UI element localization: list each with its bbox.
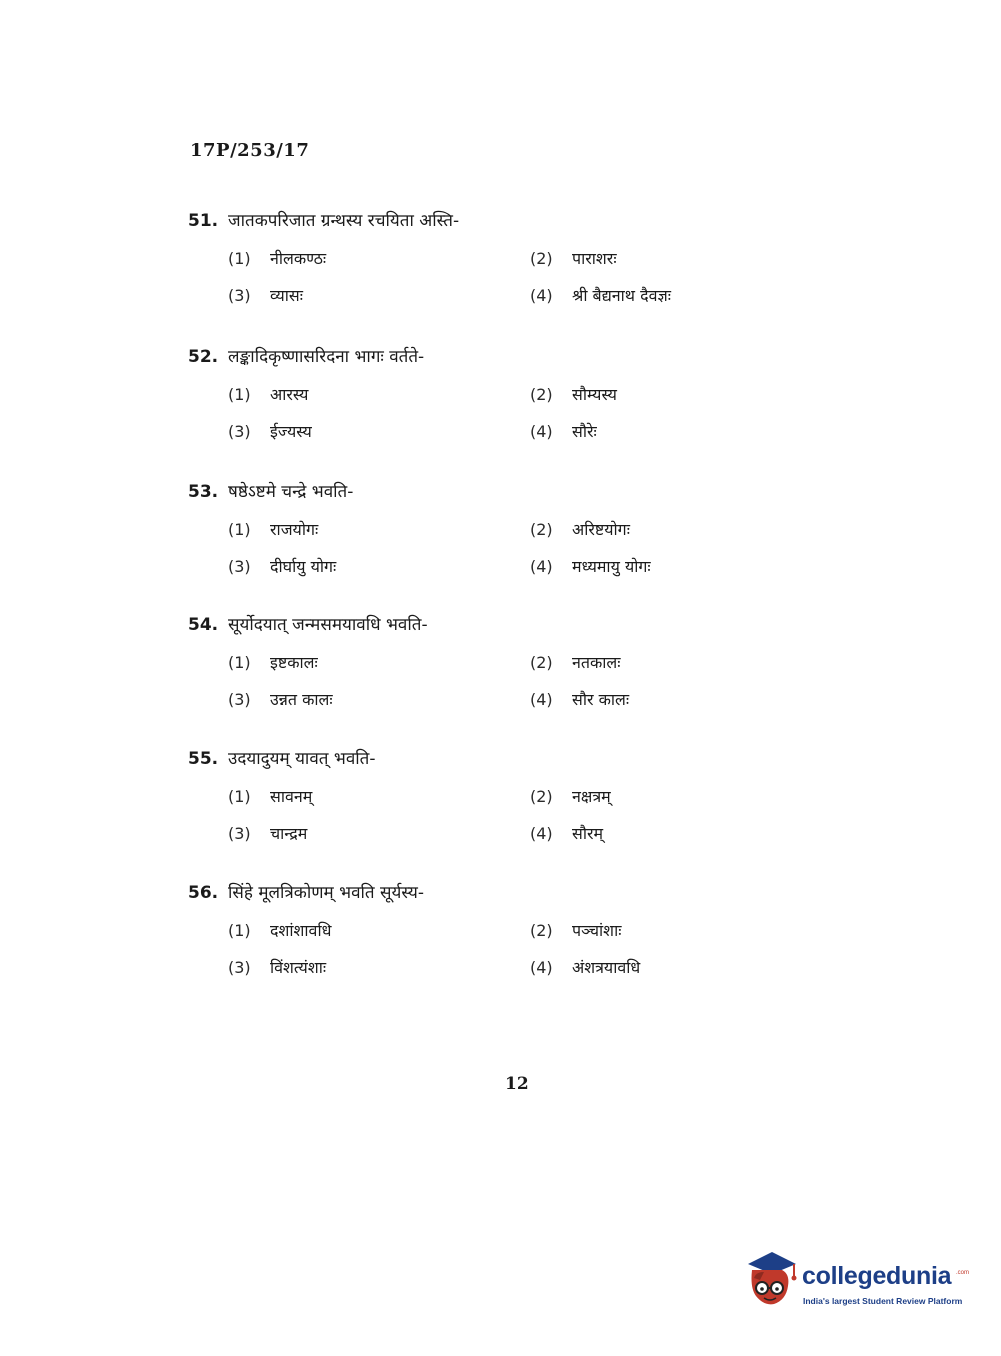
options-list xyxy=(188,651,748,731)
option-4 xyxy=(530,555,651,577)
option-text: सौरम् xyxy=(572,824,604,843)
page-number: 12 xyxy=(505,1074,529,1094)
mascot-icon xyxy=(742,1248,798,1314)
option-label: (3) xyxy=(228,422,251,441)
option-label: (1) xyxy=(228,520,251,539)
option-text: सावनम् xyxy=(270,787,313,806)
question-text: सिंहे मूलत्रिकोणम् भवति सूर्यस्य- xyxy=(228,883,424,903)
option-label: (2) xyxy=(530,787,553,806)
option-text: व्यासः xyxy=(270,286,303,305)
option-label: (4) xyxy=(530,557,553,576)
question-text: षष्ठेऽष्टमे चन्द्रे भवति- xyxy=(228,482,354,502)
option-label: (4) xyxy=(530,286,553,305)
logo-tagline: India's largest Student Review Platform xyxy=(803,1296,963,1306)
question-number: 55. xyxy=(188,749,219,769)
option-text: इष्टकालः xyxy=(270,653,318,672)
option-3 xyxy=(228,688,333,710)
options-list xyxy=(188,518,748,598)
option-text: पाराशरः xyxy=(572,249,617,268)
option-3 xyxy=(228,956,326,978)
options-list xyxy=(188,785,748,865)
question-text: उदयादुयम् यावत् भवति- xyxy=(228,749,376,769)
option-3 xyxy=(228,420,312,442)
option-label: (3) xyxy=(228,690,251,709)
option-2 xyxy=(530,247,617,269)
logo-brand: collegedunia xyxy=(802,1262,952,1290)
option-label: (1) xyxy=(228,249,251,268)
option-label: (4) xyxy=(530,422,553,441)
option-text: ईज्यस्य xyxy=(270,422,312,441)
option-4 xyxy=(530,688,629,710)
option-label: (1) xyxy=(228,921,251,940)
option-text: पञ्चांशाः xyxy=(572,921,622,940)
option-label: (4) xyxy=(530,958,553,977)
question-54 xyxy=(188,612,748,731)
question-number: 56. xyxy=(188,883,219,903)
option-1 xyxy=(228,247,326,269)
option-text: दीर्घायु योगः xyxy=(270,557,337,576)
option-label: (4) xyxy=(530,690,553,709)
option-text: आरस्य xyxy=(270,385,309,404)
question-52 xyxy=(188,344,748,463)
question-53 xyxy=(188,479,748,598)
option-label: (2) xyxy=(530,249,553,268)
option-2 xyxy=(530,651,621,673)
option-text: अरिष्टयोगः xyxy=(572,520,630,539)
option-text: दशांशावधि xyxy=(270,921,332,940)
question-text: जातकपरिजात ग्रन्थस्य रचयिता अस्ति- xyxy=(228,211,460,231)
question-text: सूर्योदयात् जन्मसमयावधि भवति- xyxy=(228,615,428,635)
option-text: अंशत्रयावधि xyxy=(572,958,641,977)
question-51 xyxy=(188,208,748,327)
option-label: (2) xyxy=(530,385,553,404)
paper-code: 17P/253/17 xyxy=(190,140,310,161)
option-label: (2) xyxy=(530,921,553,940)
question-number: 54. xyxy=(188,615,219,635)
option-4 xyxy=(530,284,671,306)
question-number: 53. xyxy=(188,482,219,502)
option-text: सौर कालः xyxy=(572,690,630,709)
option-4 xyxy=(530,420,597,442)
option-text: चान्द्रम xyxy=(270,824,308,843)
option-text: श्री बैद्यनाथ दैवज्ञः xyxy=(572,286,671,305)
option-2 xyxy=(530,919,621,941)
option-1 xyxy=(228,651,318,673)
option-text: सौम्यस्य xyxy=(572,385,617,404)
options-list xyxy=(188,383,748,463)
option-text: नतकालः xyxy=(572,653,621,672)
option-label: (1) xyxy=(228,653,251,672)
option-text: राजयोगः xyxy=(270,520,319,539)
option-label: (1) xyxy=(228,385,251,404)
option-2 xyxy=(530,383,617,405)
option-3 xyxy=(228,822,307,844)
logo-suffix: .com xyxy=(956,1270,970,1276)
option-text: मध्यमायु योगः xyxy=(572,557,651,576)
option-text: उन्नत कालः xyxy=(270,690,333,709)
option-label: (2) xyxy=(530,653,553,672)
option-label: (2) xyxy=(530,520,553,539)
question-number: 52. xyxy=(188,347,219,367)
option-1 xyxy=(228,919,331,941)
option-label: (3) xyxy=(228,557,251,576)
option-3 xyxy=(228,555,336,577)
option-3 xyxy=(228,284,303,306)
option-text: सौरेः xyxy=(572,422,597,441)
question-56 xyxy=(188,880,748,999)
option-text: विंशत्यंशाः xyxy=(270,958,327,977)
question-number: 51. xyxy=(188,211,219,231)
option-label: (4) xyxy=(530,824,553,843)
option-1 xyxy=(228,383,308,405)
question-55 xyxy=(188,746,748,865)
option-label: (3) xyxy=(228,824,251,843)
option-4 xyxy=(530,822,603,844)
option-label: (3) xyxy=(228,286,251,305)
option-text: नक्षत्रम् xyxy=(572,787,611,806)
options-list xyxy=(188,247,748,327)
option-label: (3) xyxy=(228,958,251,977)
option-label: (1) xyxy=(228,787,251,806)
options-list xyxy=(188,919,748,999)
collegedunia-logo xyxy=(742,1248,972,1318)
option-4 xyxy=(530,956,640,978)
question-text: लङ्कादिकृष्णासरिदना भागः वर्तते- xyxy=(228,347,425,367)
option-1 xyxy=(228,785,312,807)
option-2 xyxy=(530,785,611,807)
option-2 xyxy=(530,518,630,540)
option-text: नीलकण्ठः xyxy=(270,249,327,268)
option-1 xyxy=(228,518,318,540)
